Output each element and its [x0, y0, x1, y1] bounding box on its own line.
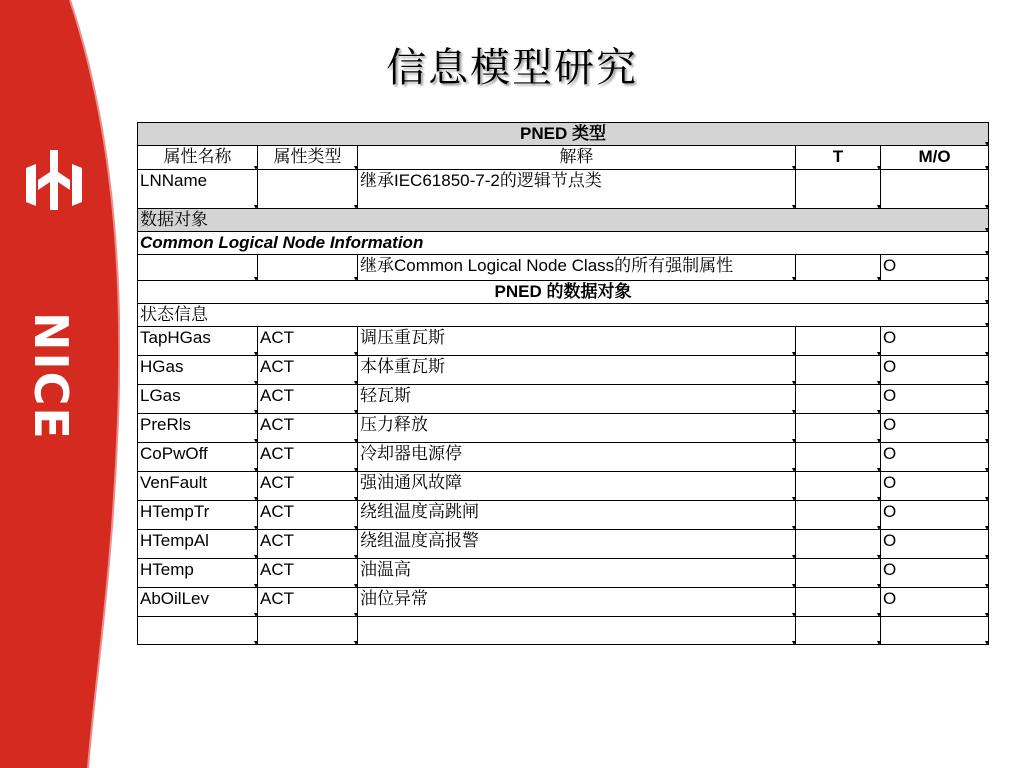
table-title-row	[138, 123, 989, 146]
table-cell: ACT	[258, 588, 358, 617]
pned-attribute-table	[137, 122, 989, 645]
table-cell: PreRls	[138, 414, 258, 443]
table-cell: O	[881, 559, 989, 588]
table-cell: 油位异常	[358, 588, 796, 617]
lnname-cell-4	[881, 170, 989, 209]
table-row	[138, 356, 989, 385]
header-attr-type: 属性类型	[258, 146, 358, 170]
table-cell	[358, 617, 796, 645]
header-explanation: 解释	[358, 146, 796, 170]
table-cell: O	[881, 443, 989, 472]
table-header-row	[138, 146, 989, 170]
table-row	[138, 588, 989, 617]
table-cell: 轻瓦斯	[358, 385, 796, 414]
table-cell: TapHGas	[138, 327, 258, 356]
table-cell	[796, 501, 881, 530]
table-row	[138, 501, 989, 530]
table-cell: O	[881, 501, 989, 530]
table-cell	[796, 472, 881, 501]
table-cell: O	[881, 472, 989, 501]
lnname-row	[138, 170, 989, 209]
lnname-cell-0: LNName	[138, 170, 258, 209]
table-cell: ACT	[258, 356, 358, 385]
lnname-cell-2: 继承IEC61850-7-2的逻辑节点类	[358, 170, 796, 209]
table-cell: O	[881, 356, 989, 385]
table-cell: CoPwOff	[138, 443, 258, 472]
table-cell: 绕组温度高报警	[358, 530, 796, 559]
table-cell: 冷却器电源停	[358, 443, 796, 472]
table-cell	[796, 530, 881, 559]
table-cell: ACT	[258, 530, 358, 559]
logo-text: NICE	[24, 312, 78, 441]
table-row	[138, 414, 989, 443]
table-cell: ACT	[258, 559, 358, 588]
table-row	[138, 443, 989, 472]
common-cell-0	[138, 255, 258, 281]
cell-corner-marker	[985, 641, 989, 645]
table-row	[138, 617, 989, 645]
table-cell: 调压重瓦斯	[358, 327, 796, 356]
lnname-cell-1	[258, 170, 358, 209]
section-row-pned	[138, 281, 989, 304]
data-rows	[138, 327, 989, 645]
table-cell	[796, 414, 881, 443]
table-cell: VenFault	[138, 472, 258, 501]
table-cell: 压力释放	[358, 414, 796, 443]
header-mo: M/O	[881, 146, 989, 170]
common-cell-4: O	[881, 255, 989, 281]
common-cell-2: 继承Common Logical Node Class的所有强制属性	[358, 255, 796, 281]
table-title: PNED 类型	[138, 123, 989, 146]
common-cell-1	[258, 255, 358, 281]
table-row	[138, 385, 989, 414]
table-cell: HTempTr	[138, 501, 258, 530]
slide-title: 信息模型研究	[386, 45, 638, 91]
table-cell: O	[881, 530, 989, 559]
table-cell: ACT	[258, 327, 358, 356]
table-cell: HTemp	[138, 559, 258, 588]
table-cell: ACT	[258, 414, 358, 443]
header-t: T	[796, 146, 881, 170]
section-pned-data-objects: PNED 的数据对象	[138, 281, 989, 304]
table-cell: ACT	[258, 472, 358, 501]
table-cell: 强油通风故障	[358, 472, 796, 501]
lnname-cell-3	[796, 170, 881, 209]
table-cell	[881, 617, 989, 645]
table-cell: 绕组温度高跳闸	[358, 501, 796, 530]
table-cell: ACT	[258, 385, 358, 414]
table-cell	[796, 559, 881, 588]
section-data-objects: 数据对象	[138, 209, 989, 232]
table-cell: O	[881, 414, 989, 443]
table-row	[138, 472, 989, 501]
table-cell: HTempAl	[138, 530, 258, 559]
table-row	[138, 530, 989, 559]
section-common-info: Common Logical Node Information	[138, 232, 989, 255]
table-row	[138, 327, 989, 356]
table-cell: O	[881, 385, 989, 414]
header-attr-name: 属性名称	[138, 146, 258, 170]
table-cell: ACT	[258, 443, 358, 472]
table-cell	[796, 588, 881, 617]
table-cell: 油温高	[358, 559, 796, 588]
section-row-status	[138, 304, 989, 327]
table-cell: AbOilLev	[138, 588, 258, 617]
section-status-info: 状态信息	[138, 304, 989, 327]
table-cell	[796, 356, 881, 385]
table-cell	[796, 443, 881, 472]
table-cell: HGas	[138, 356, 258, 385]
table-cell	[138, 617, 258, 645]
table-cell: O	[881, 327, 989, 356]
common-cell-3	[796, 255, 881, 281]
table-cell	[796, 327, 881, 356]
table-cell: 本体重瓦斯	[358, 356, 796, 385]
table-cell: LGas	[138, 385, 258, 414]
common-class-row	[138, 255, 989, 281]
table-row	[138, 559, 989, 588]
section-row-data-objects	[138, 209, 989, 232]
table-cell: O	[881, 588, 989, 617]
table-cell	[258, 617, 358, 645]
section-row-common	[138, 232, 989, 255]
table-cell	[796, 617, 881, 645]
table-cell	[796, 385, 881, 414]
table-cell: ACT	[258, 501, 358, 530]
